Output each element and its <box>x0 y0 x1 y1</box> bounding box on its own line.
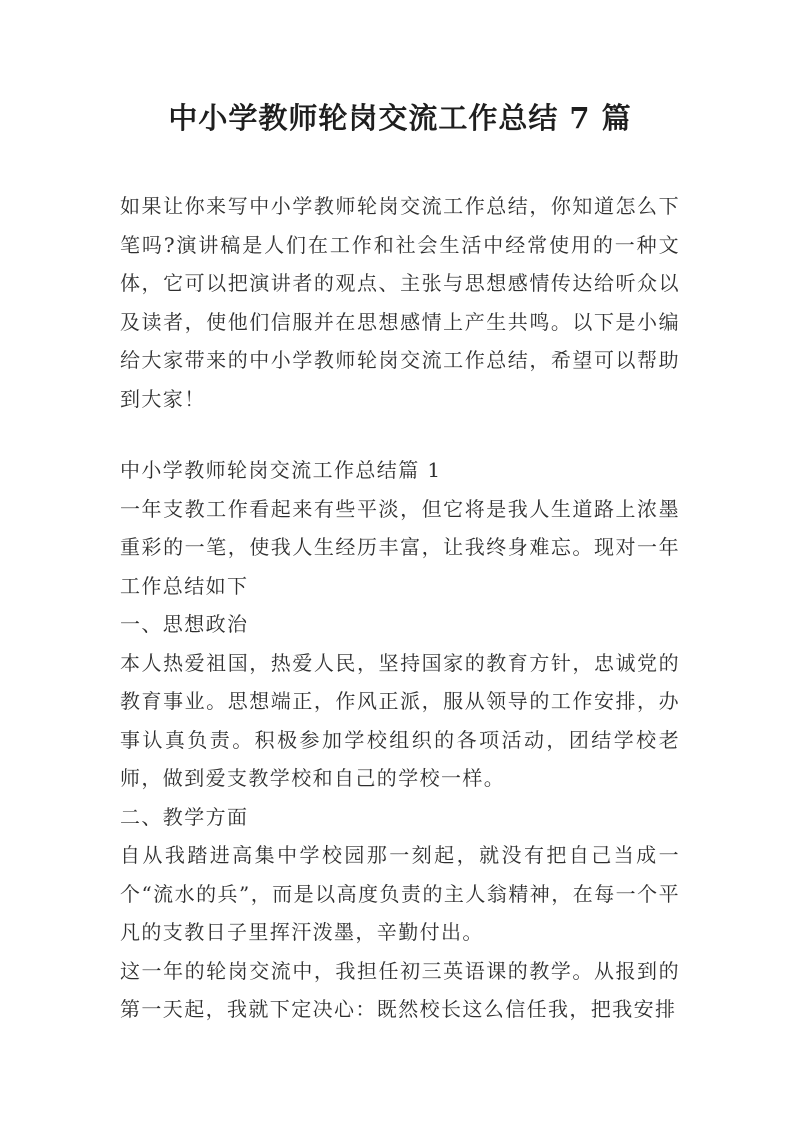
subheading: 一、思想政治 <box>120 612 249 636</box>
document-title: 中小学教师轮岗交流工作总结 7 篇 <box>168 101 632 135</box>
section-title: 中小学教师轮岗交流工作总结篇 1 <box>120 458 442 482</box>
intro-paragraph-block <box>120 187 680 418</box>
subheading: 二、教学方面 <box>120 804 249 829</box>
article-body <box>120 451 680 1029</box>
body-paragraph: 本人热爱祖国，热爱人民，坚持国家的教育方针，忠诚党的教育事业。思想端正，作风正派，服从领导的工作安排，办事认真负责。积极参加学校组织的各项活动，团结学校老师，做到爱支教学校和自己的学校一样。 <box>120 650 680 790</box>
body-paragraph: 自从我踏进高集中学校园那一刻起，就没有把自己当成一个“流水的兵”，而是以高度负责的主人翁精神，在每一个平凡的支教日子里挥汗泼墨，辛勤付出。 <box>120 843 680 944</box>
body-paragraph: 一年支教工作看起来有些平淡，但它将是我人生道路上浓墨重彩的一笔，使我人生经历丰富，让我终身难忘。现对一年工作总结如下 <box>120 496 680 598</box>
intro-paragraph: 如果让你来写中小学教师轮岗交流工作总结，你知道怎么下笔吗?演讲稿是人们在工作和社会生活中经常使用的一种文体，它可以把演讲者的观点、主张与思想感情传达给听众以及读者，使他们信服并在思想感情上产生共鸣。以下是小编给大家带来的中小学教师轮岗交流工作总结，希望可以帮助到大家！ <box>120 194 680 411</box>
body-paragraph: 这一年的轮岗交流中，我担任初三英语课的教学。从报到的第一天起，我就下定决心：既然校长这么信任我，把我安排 <box>120 958 680 1021</box>
